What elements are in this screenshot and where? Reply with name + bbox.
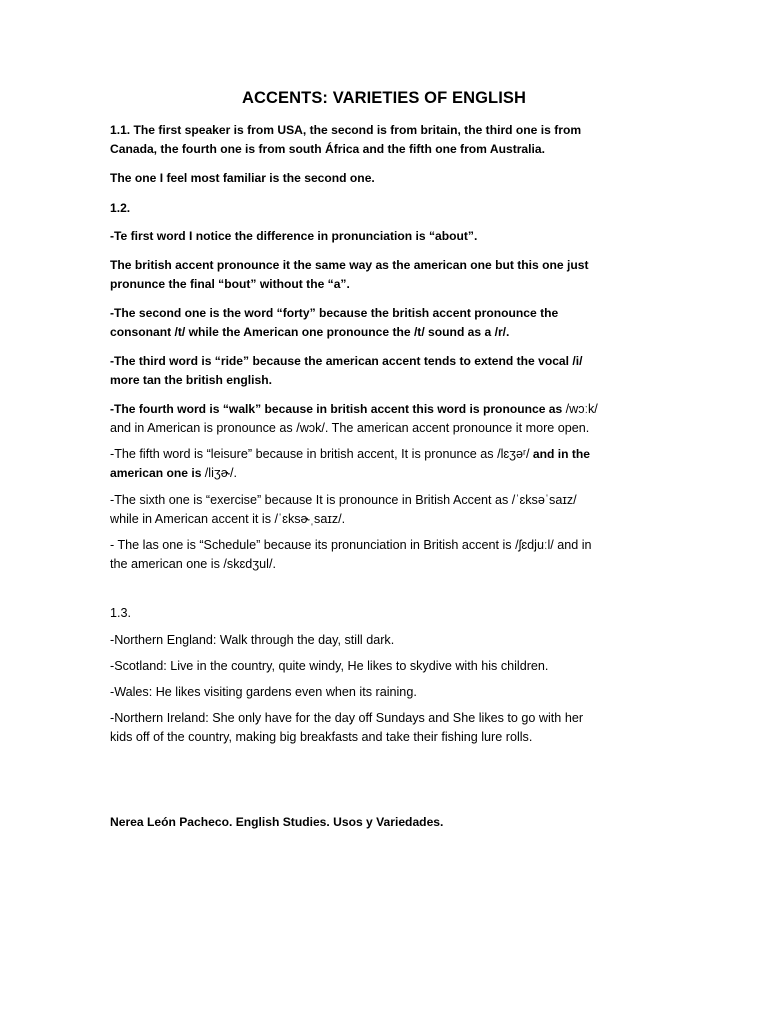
word-walk-paragraph: [110, 400, 670, 438]
region-scotland: -Scotland: Live in the country, quite windy, He likes to skydive with his children.: [110, 659, 549, 673]
region-wales: -Wales: He likes visiting gardens even when its raining.: [110, 685, 417, 699]
paragraph-line: pronunce the final “bout” without the “a”.: [110, 277, 350, 291]
familiar-accent-paragraph: The one I feel most familiar is the second one.: [110, 171, 375, 185]
paragraph-line: Canada, the fourth one is from south África and the fifth one from Australia.: [110, 142, 545, 156]
paragraph-line: [110, 445, 670, 464]
paragraph-line: [110, 400, 670, 419]
region-northern-england: -Northern England: Walk through the day, still dark.: [110, 633, 395, 647]
section-1-3-heading: 1.3.: [110, 606, 132, 620]
bold-text: and in the: [529, 447, 591, 461]
paragraph-line: -Northern Ireland: She only have for the day off Sundays and She likes to go with her: [110, 711, 584, 725]
section-1-2-heading: 1.2.: [110, 201, 131, 215]
paragraph-line: the american one is /skɛdʒul/.: [110, 557, 276, 571]
paragraph-line: and in American is pronounce as /wɔk/. The american accent pronounce it more open.: [110, 421, 590, 435]
ipa-text: /wɔːk/: [565, 402, 598, 416]
paragraph-line: -The third word is “ride” because the american accent tends to extend the vocal /i/: [110, 354, 583, 368]
paragraph-line: [110, 464, 670, 483]
word-forty-paragraph: [110, 304, 670, 342]
word-about-paragraph: -Te first word I notice the difference in pronunciation is “about”.: [110, 229, 478, 243]
word-exercise-paragraph: [110, 491, 670, 529]
word-leisure-paragraph: [110, 445, 670, 483]
paragraph-line: -The second one is the word “forty” because the british accent pronounce the: [110, 306, 559, 320]
bold-text: -The fourth word is “walk” because in british accent this word is pronounce as: [110, 402, 566, 416]
paragraph-line: -The sixth one is “exercise” because It is pronounce in British Accent as /ˈɛksəˈsaɪz/: [110, 493, 577, 507]
section-1-1-paragraph: [110, 121, 670, 159]
regular-text: -The fifth word is “leisure” because in british accent, It is pronunce as /lɛʒəʳ/: [110, 447, 530, 461]
document-title: ACCENTS: VARIETIES OF ENGLISH: [241, 89, 527, 107]
word-about-detail-paragraph: [110, 256, 670, 294]
paragraph-line: kids off of the country, making big breakfasts and take their fishing lure rolls.: [110, 730, 533, 744]
ipa-text: /liʒɚ/.: [204, 466, 238, 480]
paragraph-line: consonant /t/ while the American one pronounce the /t/ sound as a /r/.: [110, 325, 510, 339]
author-signature: Nerea León Pacheco. English Studies. Usos y Variedades.: [110, 815, 444, 829]
word-schedule-paragraph: [110, 536, 670, 574]
paragraph-line: more tan the british english.: [110, 373, 272, 387]
bold-text: american one is: [110, 466, 205, 480]
word-ride-paragraph: [110, 352, 670, 390]
paragraph-line: 1.1. The first speaker is from USA, the second is from britain, the third one is from: [110, 123, 582, 137]
region-northern-ireland: [110, 709, 670, 747]
paragraph-line: while in American accent it is /ˈɛksɚˌsaɪz/.: [110, 512, 346, 526]
paragraph-line: - The las one is “Schedule” because its pronunciation in British accent is /ʃɛdjuːl/ and in: [110, 538, 592, 552]
paragraph-line: The british accent pronounce it the same way as the american one but this one just: [110, 258, 589, 272]
